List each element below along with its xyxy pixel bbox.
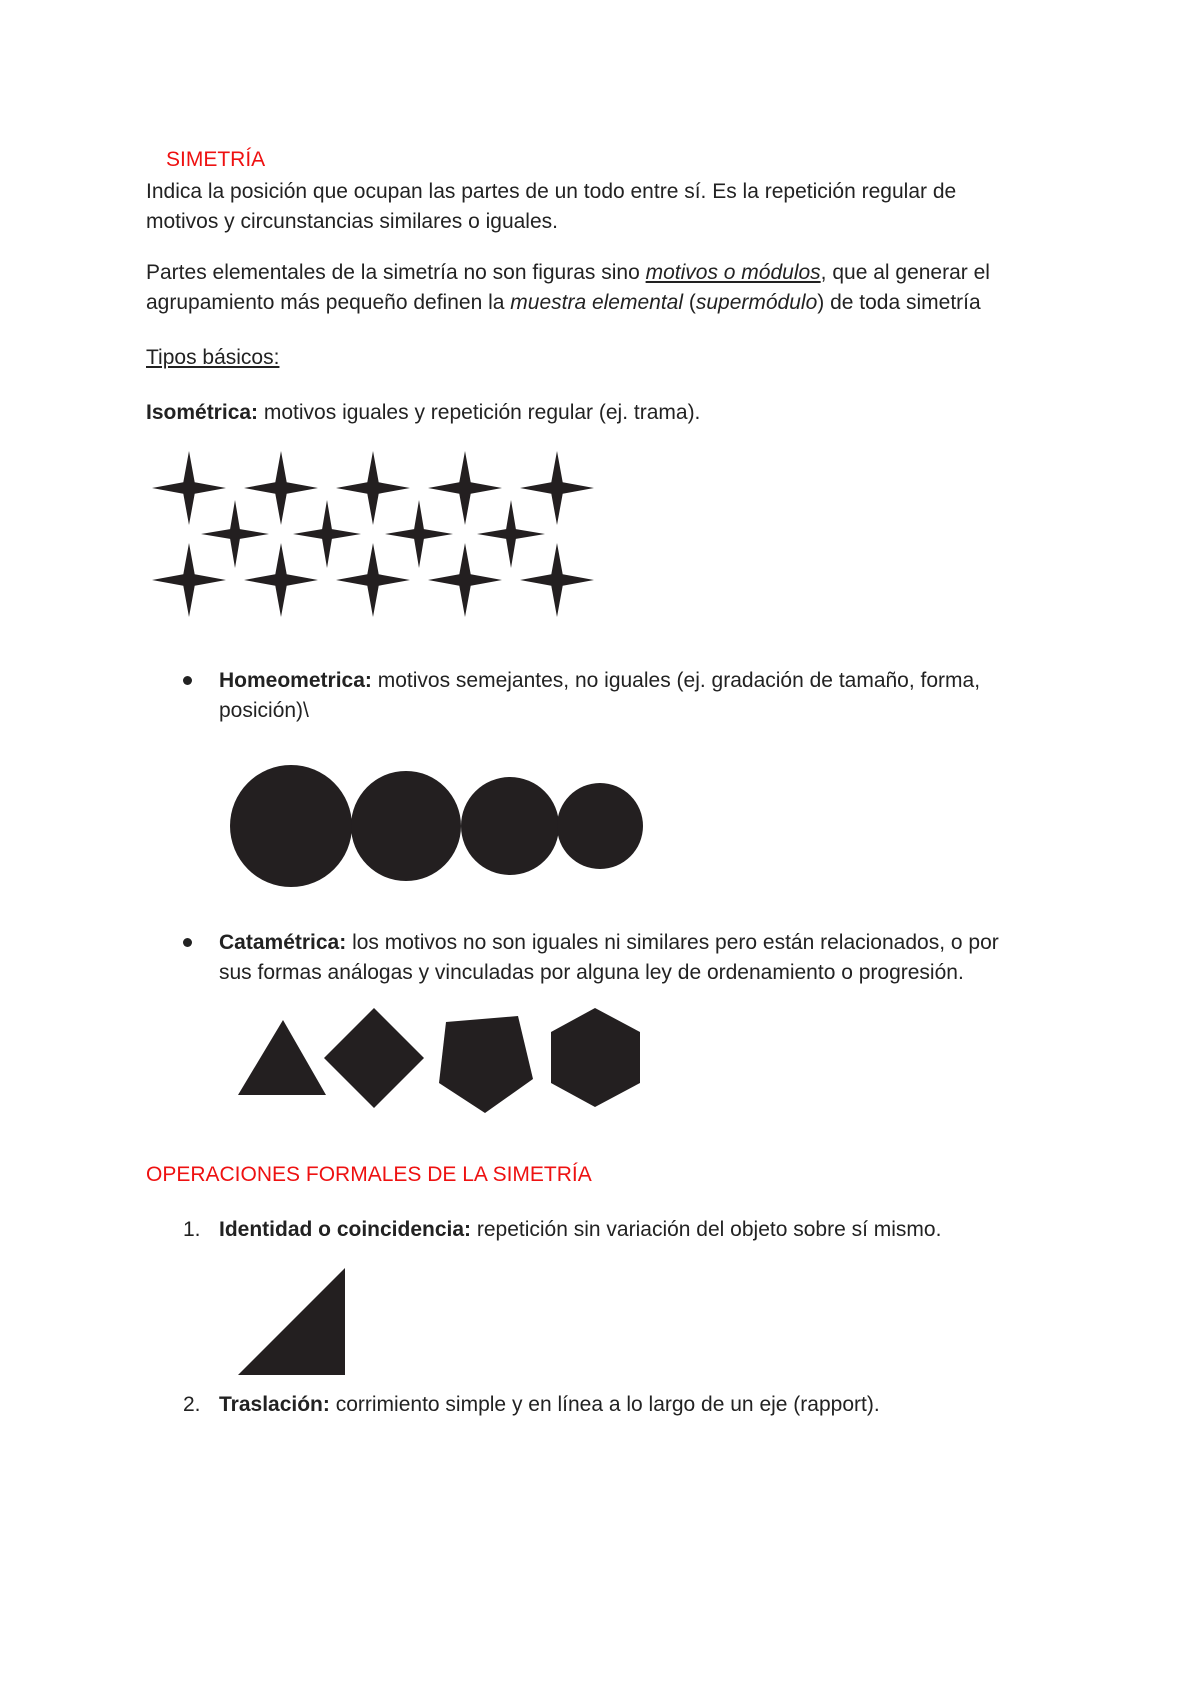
catametrica-label: Catamétrica: <box>219 931 347 954</box>
section-title-operaciones: OPERACIONES FORMALES DE LA SIMETRÍA <box>146 1163 592 1186</box>
tipos-basicos-label: Tipos básicos: <box>146 346 280 369</box>
homeometrica-text: motivos semejantes, no iguales (ej. gradación de tamaño, forma, <box>371 669 981 692</box>
p2-emphasis-muestra: muestra elemental <box>510 291 684 314</box>
p2-text: ( <box>683 291 696 314</box>
homeometrica-line-2: posición)\ <box>219 699 309 722</box>
homeometrica-label: Homeometrica: <box>219 669 372 692</box>
identidad-label: Identidad o coincidencia: <box>219 1218 472 1241</box>
p2-text: agrupamiento más pequeño definen la <box>146 291 511 314</box>
traslacion-label: Traslación: <box>219 1393 330 1416</box>
list-item-number: 2. <box>183 1393 201 1416</box>
p2-emphasis-supermodulo: supermódulo <box>695 291 818 314</box>
list-item-number: 1. <box>183 1218 201 1241</box>
isometrica-label: Isométrica: <box>146 401 259 424</box>
section-title-simetria: SIMETRÍA <box>166 148 266 171</box>
isometrica-text: motivos iguales y repetición regular (ej. trama). <box>258 401 701 424</box>
list-item-traslacion <box>219 1390 880 1420</box>
traslacion-text: corrimiento simple y en línea a lo largo de un eje (rapport). <box>329 1393 880 1416</box>
identidad-text: repetición sin variación del objeto sobre sí mismo. <box>471 1218 942 1241</box>
right-triangle-shape <box>238 1268 345 1375</box>
intro-line-2: motivos y circunstancias similares o iguales. <box>146 210 558 233</box>
p2-text: Partes elementales de la simetría no son figuras sino <box>146 261 646 284</box>
catametrica-text: los motivos no son iguales ni similares pero están relacionados, o por <box>346 931 999 954</box>
intro-line-1: Indica la posición que ocupan las partes de un todo entre sí. Es la repetición regular de <box>146 180 957 203</box>
catametrica-line-2: sus formas análogas y vinculadas por alguna ley de ordenamiento o progresión. <box>219 961 964 984</box>
p2-text: , que al generar el <box>820 261 990 284</box>
p2-text: ) de toda simetría <box>817 291 981 314</box>
p2-emphasis-motivos: motivos o módulos <box>645 261 821 284</box>
